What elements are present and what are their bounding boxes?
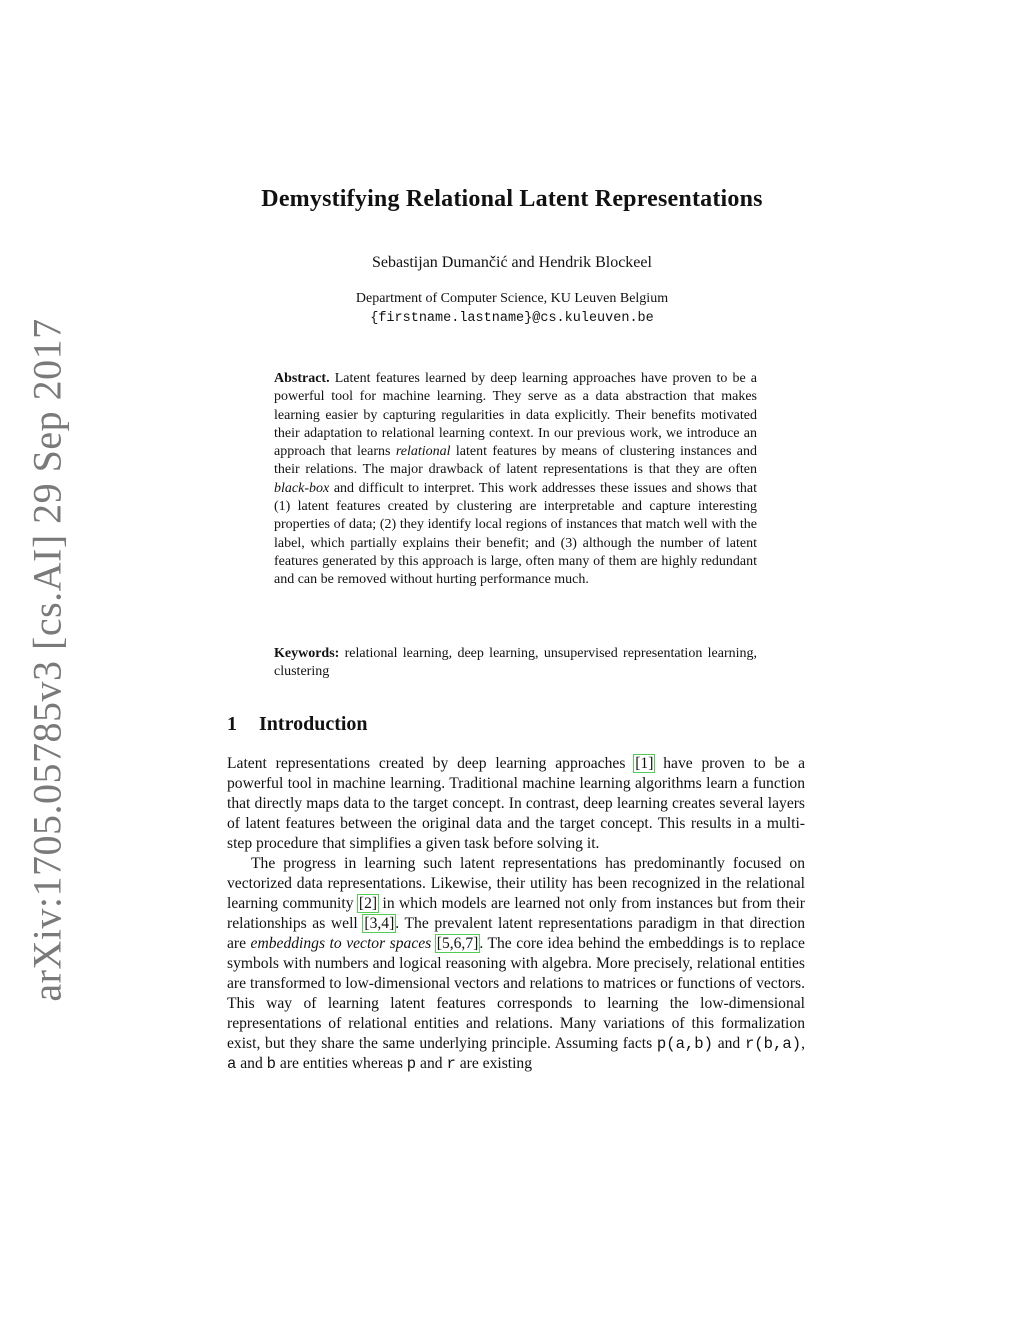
citation-link-5-6-7[interactable]: [5,6,7]	[436, 935, 479, 952]
intro-paragraph-1	[227, 754, 805, 854]
text-run: and	[236, 1055, 267, 1072]
code-fact-r: r(b,a)	[744, 1035, 802, 1053]
text-run: are existing	[455, 1055, 533, 1072]
arxiv-identifier-stamp: arXiv:1705.05785v3 [cs.AI] 29 Sep 2017	[24, 318, 70, 1002]
code-entity-a: a	[227, 1055, 237, 1073]
citation-link-1[interactable]: [1]	[635, 755, 654, 772]
abstract-emphasis-relational: relational	[395, 444, 451, 460]
abstract-emphasis-black-box: black-box	[274, 480, 330, 496]
paper-title: Demystifying Relational Latent Representations	[261, 186, 763, 212]
section-title: Introduction	[259, 713, 368, 735]
abstract-text-1: Latent features learned by deep learning approaches have proven to be a powerful tool for machine learning. They serve as a data abstraction that makes learning easier by capturing regularities in data explicitly. Their benefits motivated their adaptation to relational learning context. In our previous work, we introduce an approach that learns	[274, 371, 757, 460]
text-run: have proven to be a powerful tool in machine learning. Traditional machine learning algorithms learn a function that directly maps data to the target concept. In contrast, deep learning creates several layers of latent features between the original data and the target concept. This results in a multi-step procedure that simplifies a given task before solving it.	[227, 755, 806, 852]
section-heading-introduction	[227, 713, 368, 736]
abstract-paragraph	[274, 370, 757, 590]
text-run: and	[416, 1055, 447, 1072]
keywords-text: relational learning, deep learning, unsupervised representation learning, clustering	[274, 646, 757, 680]
citation-link-3-4[interactable]: [3,4]	[364, 915, 395, 932]
emphasis-embeddings: embeddings to vector spaces	[250, 935, 432, 952]
author-list: Sebastijan Dumančić and Hendrik Blockeel	[372, 254, 652, 271]
text-run: . The core idea behind the embeddings is to replace symbols with numbers and logical reasoning with algebra. More precisely, relational entities are transformed to low-dimensional vectors and relations to matrices or functions of vectors. This way of learning latent features corresponds to learning the low-dimensional representations of relational entities and relations. Many variations of this formalization exist, but they share the same underlying principle. Assuming facts	[227, 935, 805, 1052]
keywords-paragraph	[274, 645, 757, 682]
text-run: The progress in learning such latent representations has predominantly focused on vectorized data representations. Likewise, their utility has been recognized in the relational learning community	[227, 855, 805, 912]
text-run: are entities whereas	[276, 1055, 407, 1072]
code-relation-p: p	[406, 1055, 417, 1073]
affiliation-block	[0, 289, 1024, 329]
abstract	[274, 370, 757, 590]
text-run: Latent representations created by deep learning approaches	[227, 755, 635, 772]
text-run: in which models are learned not only from instances but from their relationships as well	[227, 895, 805, 932]
keywords-label: Keywords:	[274, 646, 340, 661]
keywords	[274, 645, 757, 682]
text-run: . The prevalent latent representations paradigm in that direction are	[227, 915, 805, 952]
introduction-body	[227, 754, 805, 1074]
text-run: and	[713, 1035, 745, 1052]
abstract-text-3: and difficult to interpret. This work addresses these issues and shows that (1) latent features created by clustering are interpretable and capture interesting properties of data; (2) they identify local regions of instances that match well with the label, which partially explains their benefit; and (3) although the number of latent features generated by this approach is large, often many of them are highly redundant and can be removed without hurting performance much.	[274, 480, 757, 588]
author-email: {firstname.lastname}@cs.kuleuven.be	[370, 311, 654, 326]
intro-paragraph-2	[227, 854, 805, 1074]
abstract-text-2: latent features by means of clustering instances and their relations. The major drawback of latent representations is that they are often	[274, 444, 757, 478]
citation-link-2[interactable]: [2]	[358, 895, 378, 912]
code-relation-r: r	[446, 1055, 456, 1073]
code-fact-p: p(a,b)	[656, 1035, 714, 1053]
section-number: 1	[227, 713, 237, 735]
abstract-label: Abstract.	[274, 371, 330, 386]
affiliation: Department of Computer Science, KU Leuven Belgium	[355, 291, 669, 306]
text-run: ,	[801, 1035, 805, 1052]
code-entity-b: b	[266, 1055, 277, 1073]
